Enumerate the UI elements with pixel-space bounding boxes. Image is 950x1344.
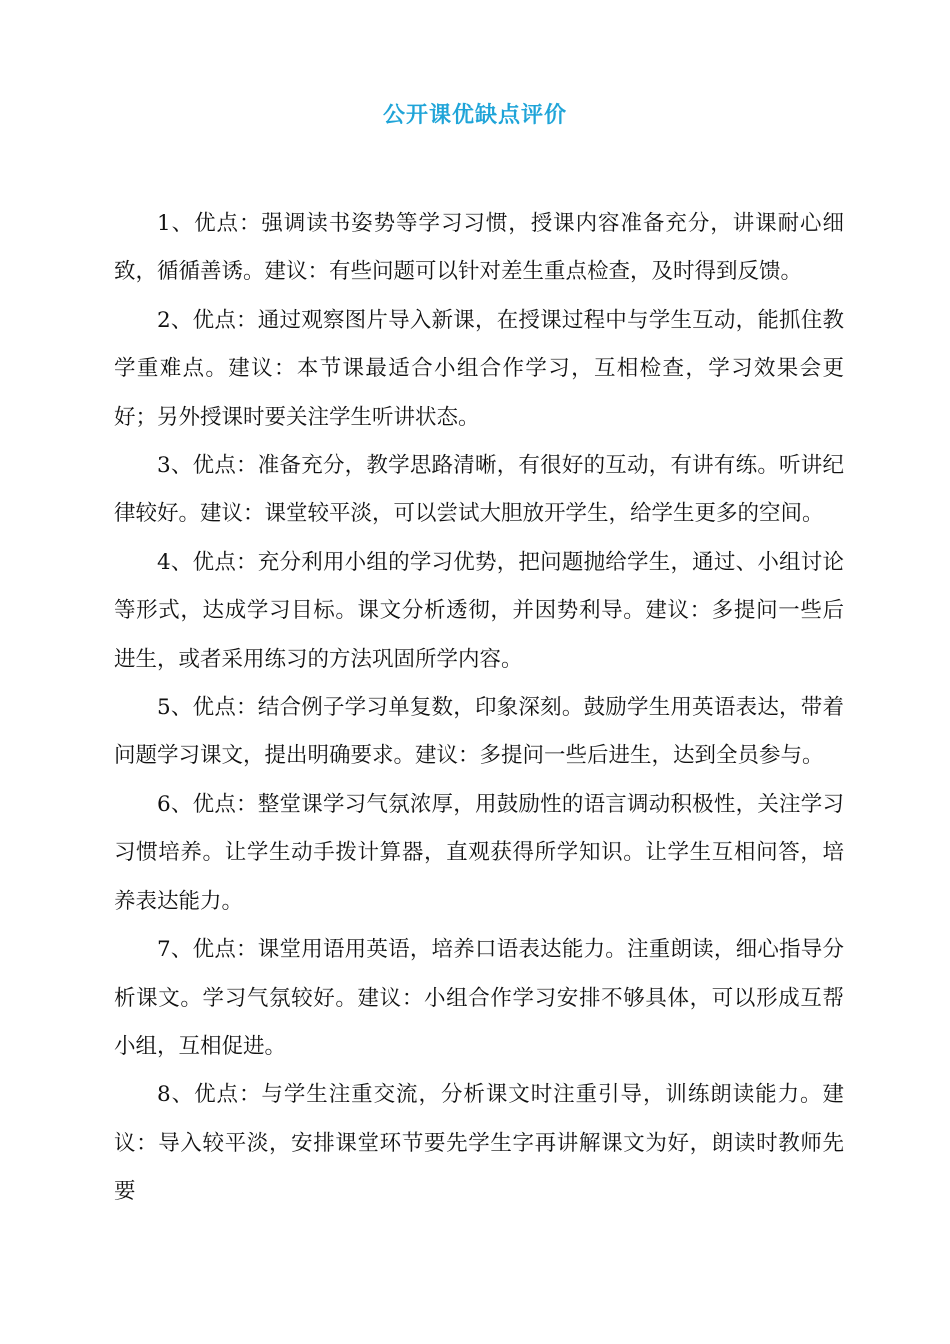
evaluation-item-4: 4、优点：充分利用小组的学习优势，把问题抛给学生，通过、小组讨论等形式，达成学习目标。课文分析透彻，并因势利导。建议：多提问一些后进生，或者采用练习的方法巩固所学内容。 [114, 549, 844, 672]
evaluation-item-6: 6、优点：整堂课学习气氛浓厚，用鼓励性的语言调动积极性，关注学习习惯培养。让学生动手拨计算器，直观获得所学知识。让学生互相问答，培养表达能力。 [114, 791, 844, 914]
evaluation-item-8: 8、优点：与学生注重交流，分析课文时注重引导，训练朗读能力。建议：导入较平淡，安排课堂环节要先学生字再讲解课文为好，朗读时教师先要 [114, 1082, 844, 1205]
document-body [114, 200, 844, 1217]
evaluation-item-1: 1、优点：强调读书姿势等学习习惯，授课内容准备充分，讲课耐心细致，循循善诱。建议：有些问题可以针对差生重点检查，及时得到反馈。 [114, 211, 844, 285]
evaluation-item-7: 7、优点：课堂用语用英语，培养口语表达能力。注重朗读，细心指导分析课文。学习气氛较好。建议：小组合作学习安排不够具体，可以形成互帮小组，互相促进。 [114, 937, 844, 1059]
evaluation-item-3: 3、优点：准备充分，教学思路清晰，有很好的互动，有讲有练。听讲纪律较好。建议：课堂较平淡，可以尝试大胆放开学生，给学生更多的空间。 [114, 453, 844, 527]
document-title: 公开课优缺点评价 [382, 102, 567, 128]
evaluation-item-5: 5、优点：结合例子学习单复数，印象深刻。鼓励学生用英语表达，带着问题学习课文，提出明确要求。建议：多提问一些后进生，达到全员参与。 [114, 695, 844, 769]
evaluation-item-2: 2、优点：通过观察图片导入新课，在授课过程中与学生互动，能抓住教学重难点。建议：本节课最适合小组合作学习，互相检查，学习效果会更好；另外授课时要关注学生听讲状态。 [114, 307, 844, 430]
